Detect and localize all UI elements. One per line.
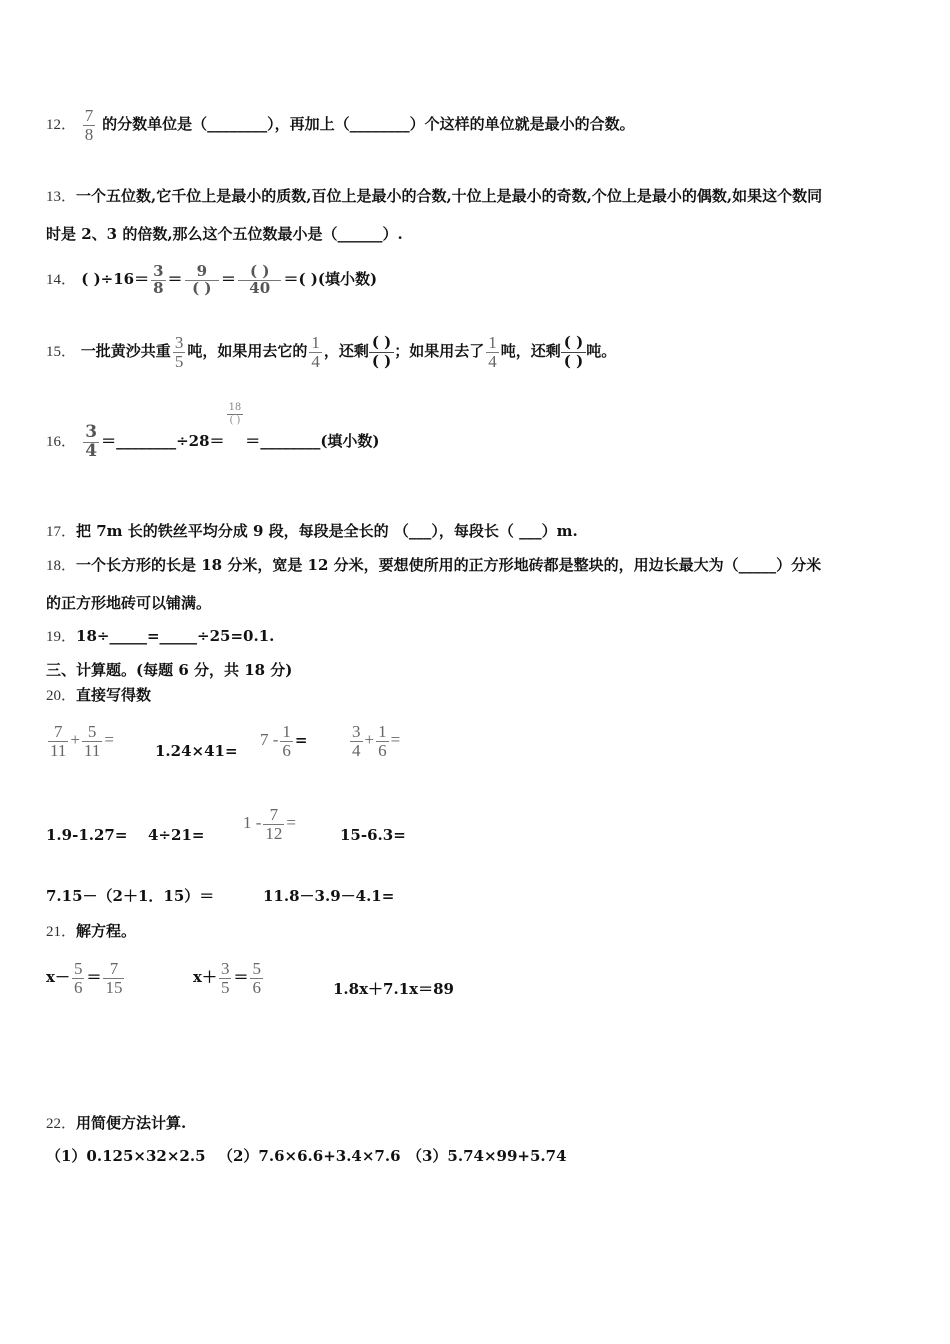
question-21: 21．解方程。 bbox=[46, 922, 137, 940]
answer-blank[interactable]: ________ bbox=[349, 115, 410, 133]
fraction: $\frac{3}{5}$ bbox=[220, 958, 230, 997]
fraction: $\frac{3}{5}$ bbox=[174, 332, 184, 371]
section-heading: 三、计算题。(每题 6 分，共 18 分) bbox=[46, 661, 293, 679]
answer-blank[interactable]: ______ bbox=[337, 225, 383, 243]
question-number: 19． bbox=[46, 629, 77, 645]
expression-1: $\frac{7}{11}$ + $\frac{5}{11}$ = bbox=[50, 721, 114, 760]
expression-6: 4÷21= bbox=[148, 826, 205, 844]
question-number: 16． bbox=[46, 434, 77, 450]
answer-blank[interactable]: ________ bbox=[260, 432, 321, 450]
question-number: 20． bbox=[46, 688, 77, 704]
answer-blank[interactable]: ________ bbox=[207, 115, 268, 133]
question-number: 22． bbox=[46, 1116, 77, 1132]
question-22: 22．用简便方法计算. bbox=[46, 1114, 187, 1132]
fraction: $\frac{7}{15}$ bbox=[105, 958, 123, 997]
fraction: $\frac{3}{8}$ bbox=[153, 261, 164, 297]
problem-2: （2）7.6×6.6+3.4×7.6 bbox=[218, 1147, 401, 1165]
question-19: 19．18÷_____=_____÷25=0.1. bbox=[46, 627, 275, 645]
question-13: 13．一个五位数,它千位上是最小的质数,百位上是最小的合数,十位上是最小的奇数,个位上是最小的偶数,如果这个数同 bbox=[46, 187, 823, 205]
question-16: 16． $\frac{3}{4}$ ＝________÷28＝ $\frac{18}{( )}$ ＝________(填小数) bbox=[46, 402, 380, 461]
question-number: 15． bbox=[46, 344, 77, 360]
fraction: $\frac{3}{4}$ bbox=[352, 721, 361, 760]
fraction: $\frac{18}{( )}$ bbox=[228, 402, 242, 426]
problem-1: （1）0.125×32×2.5 bbox=[46, 1147, 206, 1165]
answer-fraction[interactable]: $\frac{( )}{( )}$ bbox=[369, 334, 394, 370]
equation-2: x＋ $\frac{3}{5}$ ＝ $\frac{5}{6}$ bbox=[193, 958, 261, 997]
question-number: 13． bbox=[46, 189, 77, 205]
expression-7: 1 - $\frac{7}{12}$ = bbox=[243, 804, 297, 843]
question-number: 17． bbox=[46, 524, 77, 540]
question-14: 14． ( )÷16＝ $\frac{3}{8}$ ＝ $\frac{9}{( )}$ ＝ $\frac{( )}{40}$ ＝( )(填小数) bbox=[46, 261, 378, 297]
expression-2: 1.24×41= bbox=[155, 742, 238, 760]
expression-5: 1.9-1.27= bbox=[46, 826, 128, 844]
question-number: 12． bbox=[46, 117, 77, 133]
question-13-line2: 时是 2、3 的倍数,那么这个五位数最小是（______）. bbox=[46, 225, 403, 243]
question-20: 20．直接写得数 bbox=[46, 686, 152, 704]
fraction: $\frac{1}{6}$ bbox=[378, 721, 387, 760]
question-15: 15． 一批黄沙共重 $\frac{3}{5}$ 吨，如果用去它的 $\frac{1}{4}$ ，还剩 $\frac{( )}{( )}$ ；如果用去了 $\frac{1}{4}$ 吨，还剩 $\frac{( )}{( )}$ 吨。 bbox=[46, 332, 617, 371]
fraction: $\frac{5}{11}$ bbox=[83, 721, 101, 760]
question-17: 17．把 7m 长的铁丝平均分成 9 段，每段是全长的 （___），每段长（ ___）m. bbox=[46, 522, 578, 540]
question-number: 14． bbox=[46, 272, 77, 288]
fraction: $\frac{7}{11}$ bbox=[50, 721, 67, 760]
fraction: $\frac{1}{4}$ bbox=[311, 332, 320, 371]
fraction: $\frac{9}{( )}$ bbox=[185, 264, 219, 297]
fraction: $\frac{7}{12}$ bbox=[265, 804, 283, 843]
question-18: 18．一个长方形的长是 18 分米，宽是 12 分米，要想使所用的正方形地砖都是整块的，用边长最大为（_____）分米 bbox=[46, 556, 822, 574]
fraction: $\frac{1}{6}$ bbox=[282, 721, 291, 760]
expression-3: 7 - $\frac{1}{6}$ = bbox=[260, 721, 308, 760]
question-18-line2: 的正方形地砖可以铺满。 bbox=[46, 594, 212, 612]
expression-8: 15-6.3= bbox=[340, 826, 406, 844]
fraction: $\frac{5}{6}$ bbox=[73, 958, 83, 997]
expression-4: $\frac{3}{4}$ + $\frac{1}{6}$ = bbox=[352, 721, 401, 760]
question-number: 21． bbox=[46, 924, 77, 940]
expression-9: 7.15－（2＋1．15）＝ bbox=[46, 887, 215, 905]
fraction: $\frac{3}{4}$ bbox=[85, 421, 98, 461]
equation-3: 1.8x＋7.1x＝89 bbox=[333, 980, 454, 998]
fraction: $\frac{1}{4}$ bbox=[488, 332, 497, 371]
question-number: 18． bbox=[46, 558, 77, 574]
fraction: $\frac{7}{8}$ bbox=[84, 105, 94, 144]
question-12: 12． $\frac{7}{8}$ 的分数单位是（________），再加上（________）个这样的单位就是最小的合数。 bbox=[46, 105, 635, 144]
expression-10: 11.8－3.9－4.1= bbox=[263, 887, 395, 905]
answer-blank[interactable]: ________ bbox=[116, 432, 177, 450]
fraction: $\frac{( )}{40}$ bbox=[238, 264, 281, 297]
problem-3: （3）5.74×99+5.74 bbox=[407, 1147, 567, 1165]
answer-fraction[interactable]: $\frac{( )}{( )}$ bbox=[561, 334, 586, 370]
fraction: $\frac{5}{6}$ bbox=[252, 958, 261, 997]
equation-1: x－ $\frac{5}{6}$ ＝ $\frac{7}{15}$ bbox=[46, 958, 123, 997]
